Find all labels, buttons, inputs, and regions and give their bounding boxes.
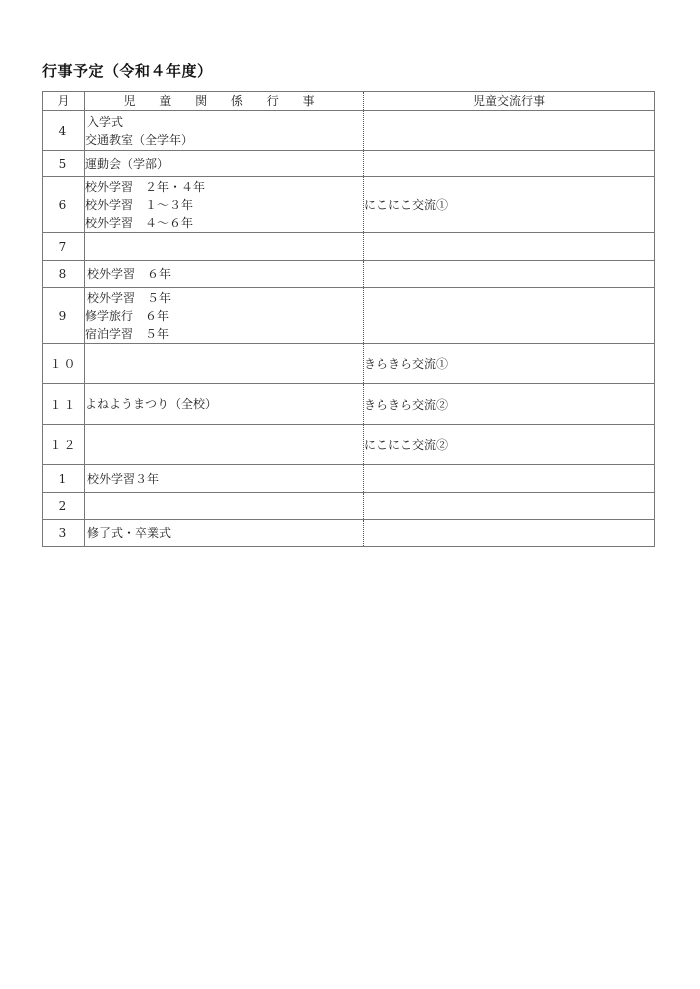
month-cell: 1 bbox=[43, 465, 85, 493]
table-row bbox=[43, 425, 655, 465]
exchange-events-cell: きらきら交流① bbox=[364, 344, 655, 384]
header-school-events: 児 童 関 係 行 事 bbox=[85, 92, 364, 111]
school-events-cell bbox=[85, 233, 364, 261]
month-cell: 6 bbox=[43, 177, 85, 233]
event-line: 校外学習 １～３年 bbox=[85, 197, 194, 212]
table-row bbox=[43, 344, 655, 384]
event-line: 校外学習３年 bbox=[87, 471, 160, 486]
month-cell: 4 bbox=[43, 111, 85, 151]
school-events-cell bbox=[85, 493, 364, 520]
event-line: 校外学習 ２年・４年 bbox=[85, 179, 206, 194]
header-month: 月 bbox=[43, 92, 85, 111]
school-events-cell bbox=[85, 520, 364, 547]
event-line: 校外学習 ５年 bbox=[87, 290, 172, 305]
school-events-cell bbox=[85, 261, 364, 288]
event-line: 校外学習 ４～６年 bbox=[85, 215, 194, 230]
table-row bbox=[43, 384, 655, 425]
table-row bbox=[43, 261, 655, 288]
event-line: 運動会（学部） bbox=[85, 156, 170, 171]
month-cell: 3 bbox=[43, 520, 85, 547]
event-line: 修学旅行 ６年 bbox=[85, 308, 170, 323]
month-cell: １０ bbox=[43, 344, 85, 384]
table-row bbox=[43, 111, 655, 151]
exchange-events-cell bbox=[364, 520, 655, 547]
exchange-events-cell bbox=[364, 233, 655, 261]
school-events-cell bbox=[85, 288, 364, 344]
table-row bbox=[43, 288, 655, 344]
page-title: 行事予定（令和４年度） bbox=[42, 62, 213, 80]
event-line: 宿泊学習 ５年 bbox=[85, 326, 170, 341]
month-cell: 8 bbox=[43, 261, 85, 288]
exchange-events-cell bbox=[364, 261, 655, 288]
month-cell: 2 bbox=[43, 493, 85, 520]
event-line: 校外学習 ６年 bbox=[87, 267, 172, 281]
school-events-cell bbox=[85, 425, 364, 465]
header-exchange-events: 児童交流行事 bbox=[364, 92, 655, 111]
school-events-cell bbox=[85, 177, 364, 233]
school-events-cell bbox=[85, 384, 364, 425]
month-cell: 7 bbox=[43, 233, 85, 261]
month-cell: １１ bbox=[43, 384, 85, 425]
exchange-events-cell bbox=[364, 493, 655, 520]
table-row bbox=[43, 520, 655, 547]
table-row bbox=[43, 151, 655, 177]
exchange-events-cell: にこにこ交流① bbox=[364, 177, 655, 233]
event-line: よねようまつり（全校） bbox=[85, 397, 218, 411]
event-line: 交通教室（全学年） bbox=[85, 132, 194, 147]
school-events-cell bbox=[85, 151, 364, 177]
schedule-table bbox=[42, 91, 655, 547]
event-line: 入学式 bbox=[87, 114, 124, 129]
exchange-events-cell: きらきら交流② bbox=[364, 384, 655, 425]
school-events-cell bbox=[85, 465, 364, 493]
exchange-events-cell bbox=[364, 151, 655, 177]
table-row bbox=[43, 177, 655, 233]
school-events-cell bbox=[85, 111, 364, 151]
table-row bbox=[43, 233, 655, 261]
month-cell: 5 bbox=[43, 151, 85, 177]
exchange-events-cell bbox=[364, 111, 655, 151]
month-cell: １２ bbox=[43, 425, 85, 465]
table-row bbox=[43, 493, 655, 520]
table-header-row bbox=[43, 92, 655, 111]
month-cell: 9 bbox=[43, 288, 85, 344]
school-events-cell bbox=[85, 344, 364, 384]
exchange-events-cell bbox=[364, 465, 655, 493]
exchange-events-cell bbox=[364, 288, 655, 344]
table-row bbox=[43, 465, 655, 493]
event-line: 修了式・卒業式 bbox=[87, 526, 172, 540]
exchange-events-cell: にこにこ交流② bbox=[364, 425, 655, 465]
